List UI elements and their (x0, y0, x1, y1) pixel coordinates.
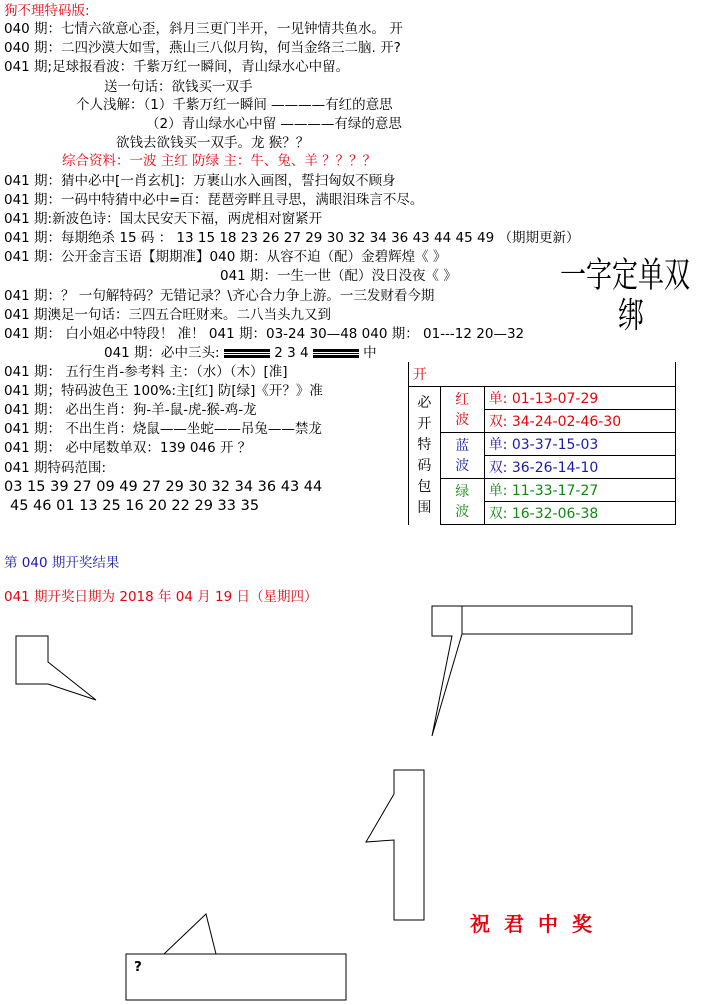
text-line: 041 期： 必中尾数单双：139 046 开 ？ (4, 440, 252, 456)
summary-line: 综合资料：一波 主红 防绿 主：牛、兔、羊 ？？？？ (62, 153, 377, 169)
text-line: 041 期;足球报看波：千紫万红一瞬间，青山绿水心中留。 (4, 59, 350, 75)
number-range: 03 15 39 27 09 49 27 29 30 32 34 36 43 44 (4, 479, 323, 495)
text-line: 041 期： 五行生肖-参考料 主：（水）（木）[准] (4, 364, 288, 380)
wave-green: 绿波 (440, 479, 484, 525)
text-line: 041 期澳足一句话：三四五合旺财来。二八当头九又到 (4, 307, 332, 323)
table-row: 双: 36-26-14-10 (484, 456, 675, 479)
text-line: 041 期；特码波色王 100%:主[红] 防[绿]《开？》准 (4, 383, 323, 399)
text-line: （2）青山绿水心中留 ————有绿的意思 (146, 116, 402, 132)
page-title: 狗不理特码版: (4, 3, 90, 19)
wish-text: 祝君中奖 (470, 912, 606, 936)
table-row: 单: 11-33-17-27 (484, 479, 675, 502)
result-title: 第 040 期开奖结果 (4, 555, 120, 571)
table-row: 双: 34-24-02-46-30 (484, 410, 675, 433)
text-line: 欲钱去欲钱买一双手。龙 猴？？ (116, 135, 310, 151)
text-line: 041 期： 不出生肖：烧鼠——坐蛇——吊兔——禁龙 (4, 421, 322, 437)
wave-blue: 蓝波 (440, 433, 484, 479)
table-row: 双: 16-32-06-38 (484, 502, 675, 525)
three-heads-suffix: 中 (363, 345, 377, 361)
table-row: 单: 01-13-07-29 (484, 387, 675, 410)
text-line: 个人浅解：（1）千紫万红一瞬间 ————有红的意思 (76, 97, 393, 113)
callout-middle (366, 770, 424, 920)
table-head: 开 (409, 362, 676, 387)
table-row: 单: 03-37-15-03 (484, 433, 675, 456)
text-line: 041 期:新波色诗：国太民安天下福，两虎相对窗紧开 (4, 211, 323, 227)
callout-left (16, 636, 96, 700)
text-line: 040 期：七情六欲意心歪，斜月三更门半开，一见钟情共鱼水。 开 (4, 21, 403, 37)
wave-red: 红波 (440, 387, 484, 433)
draw-date: 041 期开奖日期为 2018 年 04 月 19 日（星期四） (4, 589, 318, 605)
side-slogan-line2: 绑 (618, 296, 645, 337)
three-heads-values: 2 3 4 (274, 345, 309, 361)
side-slogan-line1: 一字定单双 (560, 256, 691, 297)
text-line: 041 期： 必出生肖：狗-羊-鼠-虎-猴-鸡-龙 (4, 402, 257, 418)
text-line: 041 期：一生一世（配）没日没夜《 》 (220, 268, 457, 284)
text-line: 041 期：？ 一句解特码？无错记录？\齐心合力争上游。一三发财看今期 (4, 288, 435, 304)
text-line: 040 期：二四沙漠大如雪，燕山三八似月钩，何当金络三二脑. 开? (4, 40, 401, 56)
number-range: 45 46 01 13 25 16 20 22 29 33 35 (10, 498, 260, 514)
three-heads-label: 041 期：必中三头: (104, 345, 220, 361)
table-label-text: 必开特码包围 (417, 394, 432, 516)
text-line: 041 期： 白小姐必中特段！ 准！ 041 期：03-24 30—48 040 期： 01---12 20—32 (4, 326, 525, 342)
text-line: 041 期特码范围: (4, 460, 107, 476)
text-line: 041 期：每期绝杀 15 码 ： 13 15 18 23 26 27 29 30 32 34 36 43 44 45 49 （期期更新） (4, 230, 580, 246)
text-line: 041 期：猜中必中[一肖玄机]：万裹山水入画图，誓扫匈奴不顾身 (4, 173, 396, 189)
callout-bottom (126, 914, 346, 1000)
text-line: 041 期：公开金言玉语【期期准】040 期：从容不迫（配）金碧辉煌《 》 (4, 249, 447, 265)
text-line: 041 期：一码中特猜中必中=百：琵琶旁畔且寻思，满眼泪珠言不尽。 (4, 192, 424, 208)
question-mark: ? (134, 959, 142, 975)
text-line: 送一句话：欲钱买一双手 (104, 79, 253, 95)
